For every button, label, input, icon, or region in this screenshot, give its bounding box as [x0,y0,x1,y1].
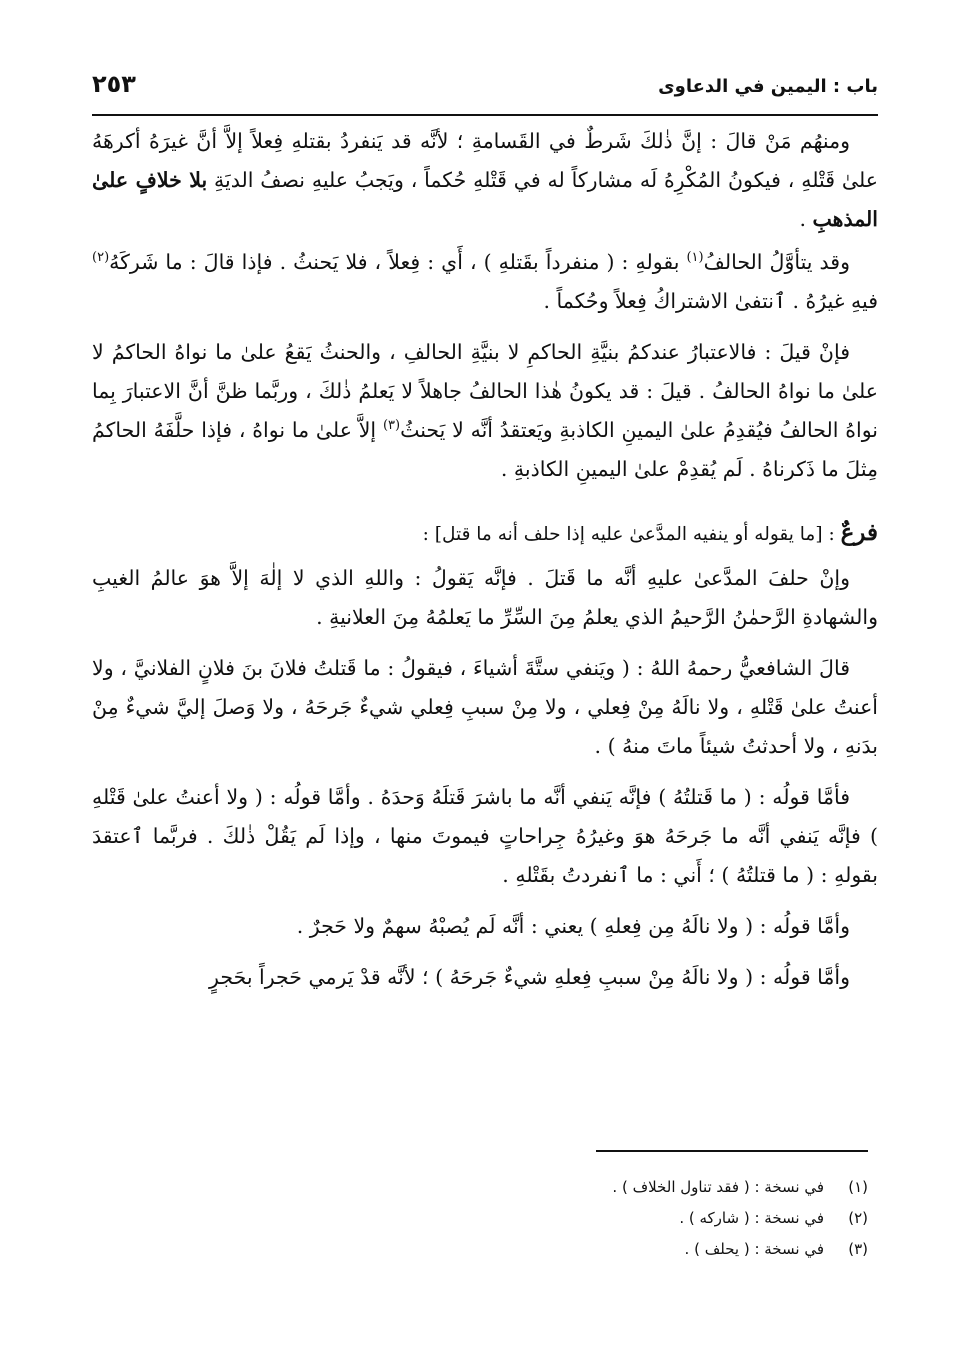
section-heading-separator: : [828,524,835,545]
paragraph-2-text-c: فيهِ غيرُهُ . ٱنتفىٰ الاشتراكُ فِعلاً وحُكماً . [543,289,878,313]
footnote-ref-1: (١) [686,250,704,266]
footnote-number: (٢) [848,1209,868,1227]
footnote-ref-2: (٢) [92,250,110,266]
footnote-number: (٣) [848,1240,868,1258]
paragraph-3-text-b: إلاَّ علىٰ ما نواهُ ، فإذا حلَّفَهُ الحاكمُ مِثلَ ما ذَكرناهُ . لَم يُقدِمْ علىٰ اليمينِ الكاذبةِ . [92,418,878,481]
footnote-number: (١) [848,1178,868,1196]
book-page [92,70,878,1009]
section-heading-title: [ما يقوله أو ينفيه المدَّعىٰ عليه إذا حلف أنه ما قتل] : [422,524,823,545]
footnote-text: في نسخة : ( يحلف ) . [684,1240,824,1258]
footnote-2 [82,1203,868,1234]
footnote-1 [82,1172,868,1203]
paragraph-5: قالَ الشافعيُّ رحمهُ اللهُ : ( ويَنفي ستَّةَ أشياءَ ، فيقولُ : ما قَتلتُ فلانَ بنَ فلانٍ الفلانيَّ ، ولا أعنتُ علىٰ قَتْلهِ ، ولا نالَهُ مِنْ فِعلي ، ولا مِنْ سببِ فِعلي شيءٌ جَرحَهُ ، ولا وَصلَ إليَّ شيءٌ مِنْ بدَنهِ ، ولا أحدثتُ شيئاً ماتَ منهُ ) . [92,656,878,758]
paragraph-1-period: . [799,207,806,231]
running-title: باب : اليمين في الدعاوى [658,76,878,97]
footnote-text: في نسخة : ( فقد تناول الخلاف ) . [612,1178,824,1196]
paragraph-1-bold-text: بلا خلافٍ علىٰ المذهبِ [92,168,878,231]
main-text [92,122,878,997]
section-heading-label: فرعٌ [840,519,878,546]
footnote-text: في نسخة : ( شاركه ) . [679,1209,824,1227]
paragraph-8: وأمَّا قولُه : ( ولا نالَهُ مِنْ سببِ فِعلهِ شيءٌ جَرحَهُ ) ؛ لأنَّه قدْ يَرمي حَجراً بحَجرٍ [209,965,850,989]
footnote-3 [82,1234,868,1265]
paragraph-2-text-a: وقد يتأوَّلُ الحالفُ [703,250,850,274]
paragraph-4: وإنْ حلفَ المدَّعىٰ عليهِ أنَّه ما قَتلَ . فإنَّه يَقولُ : واللهِ الذي لا إلٰهَ إلاَّ هوَ عالمُ الغيبِ والشهادةِ الرَّحمٰنُ الرَّحيمُ الذي يعلمُ مِنَ السِّرِّ ما يَعلمُهُ مِنَ العلانيةِ . [92,566,878,629]
paragraph-6: فأمَّا قولُه : ( ما قَتلتُهُ ) فإنَّه يَنفي أنَّه ما باشرَ قَتلَهُ وَحدَهُ . وأمَّا قولُه : ( ولا أعنتُ علىٰ قَتْلهِ ) فإنَّه يَنفي أنَّه ما جَرحَهُ هوَ وغيرُهُ جِراحاتٍ فيموتَ منها ، وإذا لَم يَقُلْ ذٰلكَ . فربَّما ٱعتقدَ بقولهِ : ( ما قتلتُهُ ) ؛ أَني : ما ٱنفردتُ بقَتْلهِ . [92,785,878,887]
paragraph-2-text-b: بقولهِ : ( منفرداً بقَتلهِ ) ، أَي : فِعلاً ، فلا يَحنثُ . فإذا قالَ : ما شَركَهُ [109,250,680,274]
section-heading [92,515,878,553]
paragraph-7: وأمَّا قولُه : ( ولا نالَهُ مِن فِعلهِ ) يعني : أنَّه لَم يُصبْهُ سهمٌ ولا حَجرٌ . [296,914,850,938]
paragraph-1-text: ومنهُم مَنْ قالَ : إنَّ ذٰلكَ شَرطٌ في القَسامةِ ؛ لأنَّه قد يَنفردُ بقتلهِ فِعلاً إلاَّ أنَّ غيرَهُ أكرهَهُ علىٰ قَتْلهِ ، فيكونُ المُكْرِهُ لَه مشاركاً له في قَتْلهِ حُكماً ، ويَجبُ عليهِ نصفُ الديَةِ [92,129,878,192]
paragraph-2 [92,243,878,321]
paragraph-1 [92,122,878,239]
paragraph-3 [92,333,878,489]
footnotes [82,1172,868,1265]
footnote-ref-3: (٣) [382,418,401,434]
running-header [92,70,878,116]
paragraph-3-text-a: فإنْ قيلَ : فالاعتبارُ عندكمُ بنيَّةِ الحاكمِ لا بنيَّةِ الحالفِ ، والحنثُ يَقعُ علىٰ ما نواهُ الحاكمُ لا علىٰ ما نواهُ الحالفُ . قيلَ : قد يكونُ هٰذا الحالفُ جاهلاً لا يَعلمُ ذٰلكَ ، وربَّما ظنَّ أنَّ الاعتبارَ بِما نواهُ الحالفُ فيُقدِمُ علىٰ اليمينِ الكاذبةِ ويَعتقدُ أنَّه لا يَحنثُ [92,340,878,442]
footnote-divider [596,1150,868,1152]
page-number: ٢٥٣ [92,70,136,98]
